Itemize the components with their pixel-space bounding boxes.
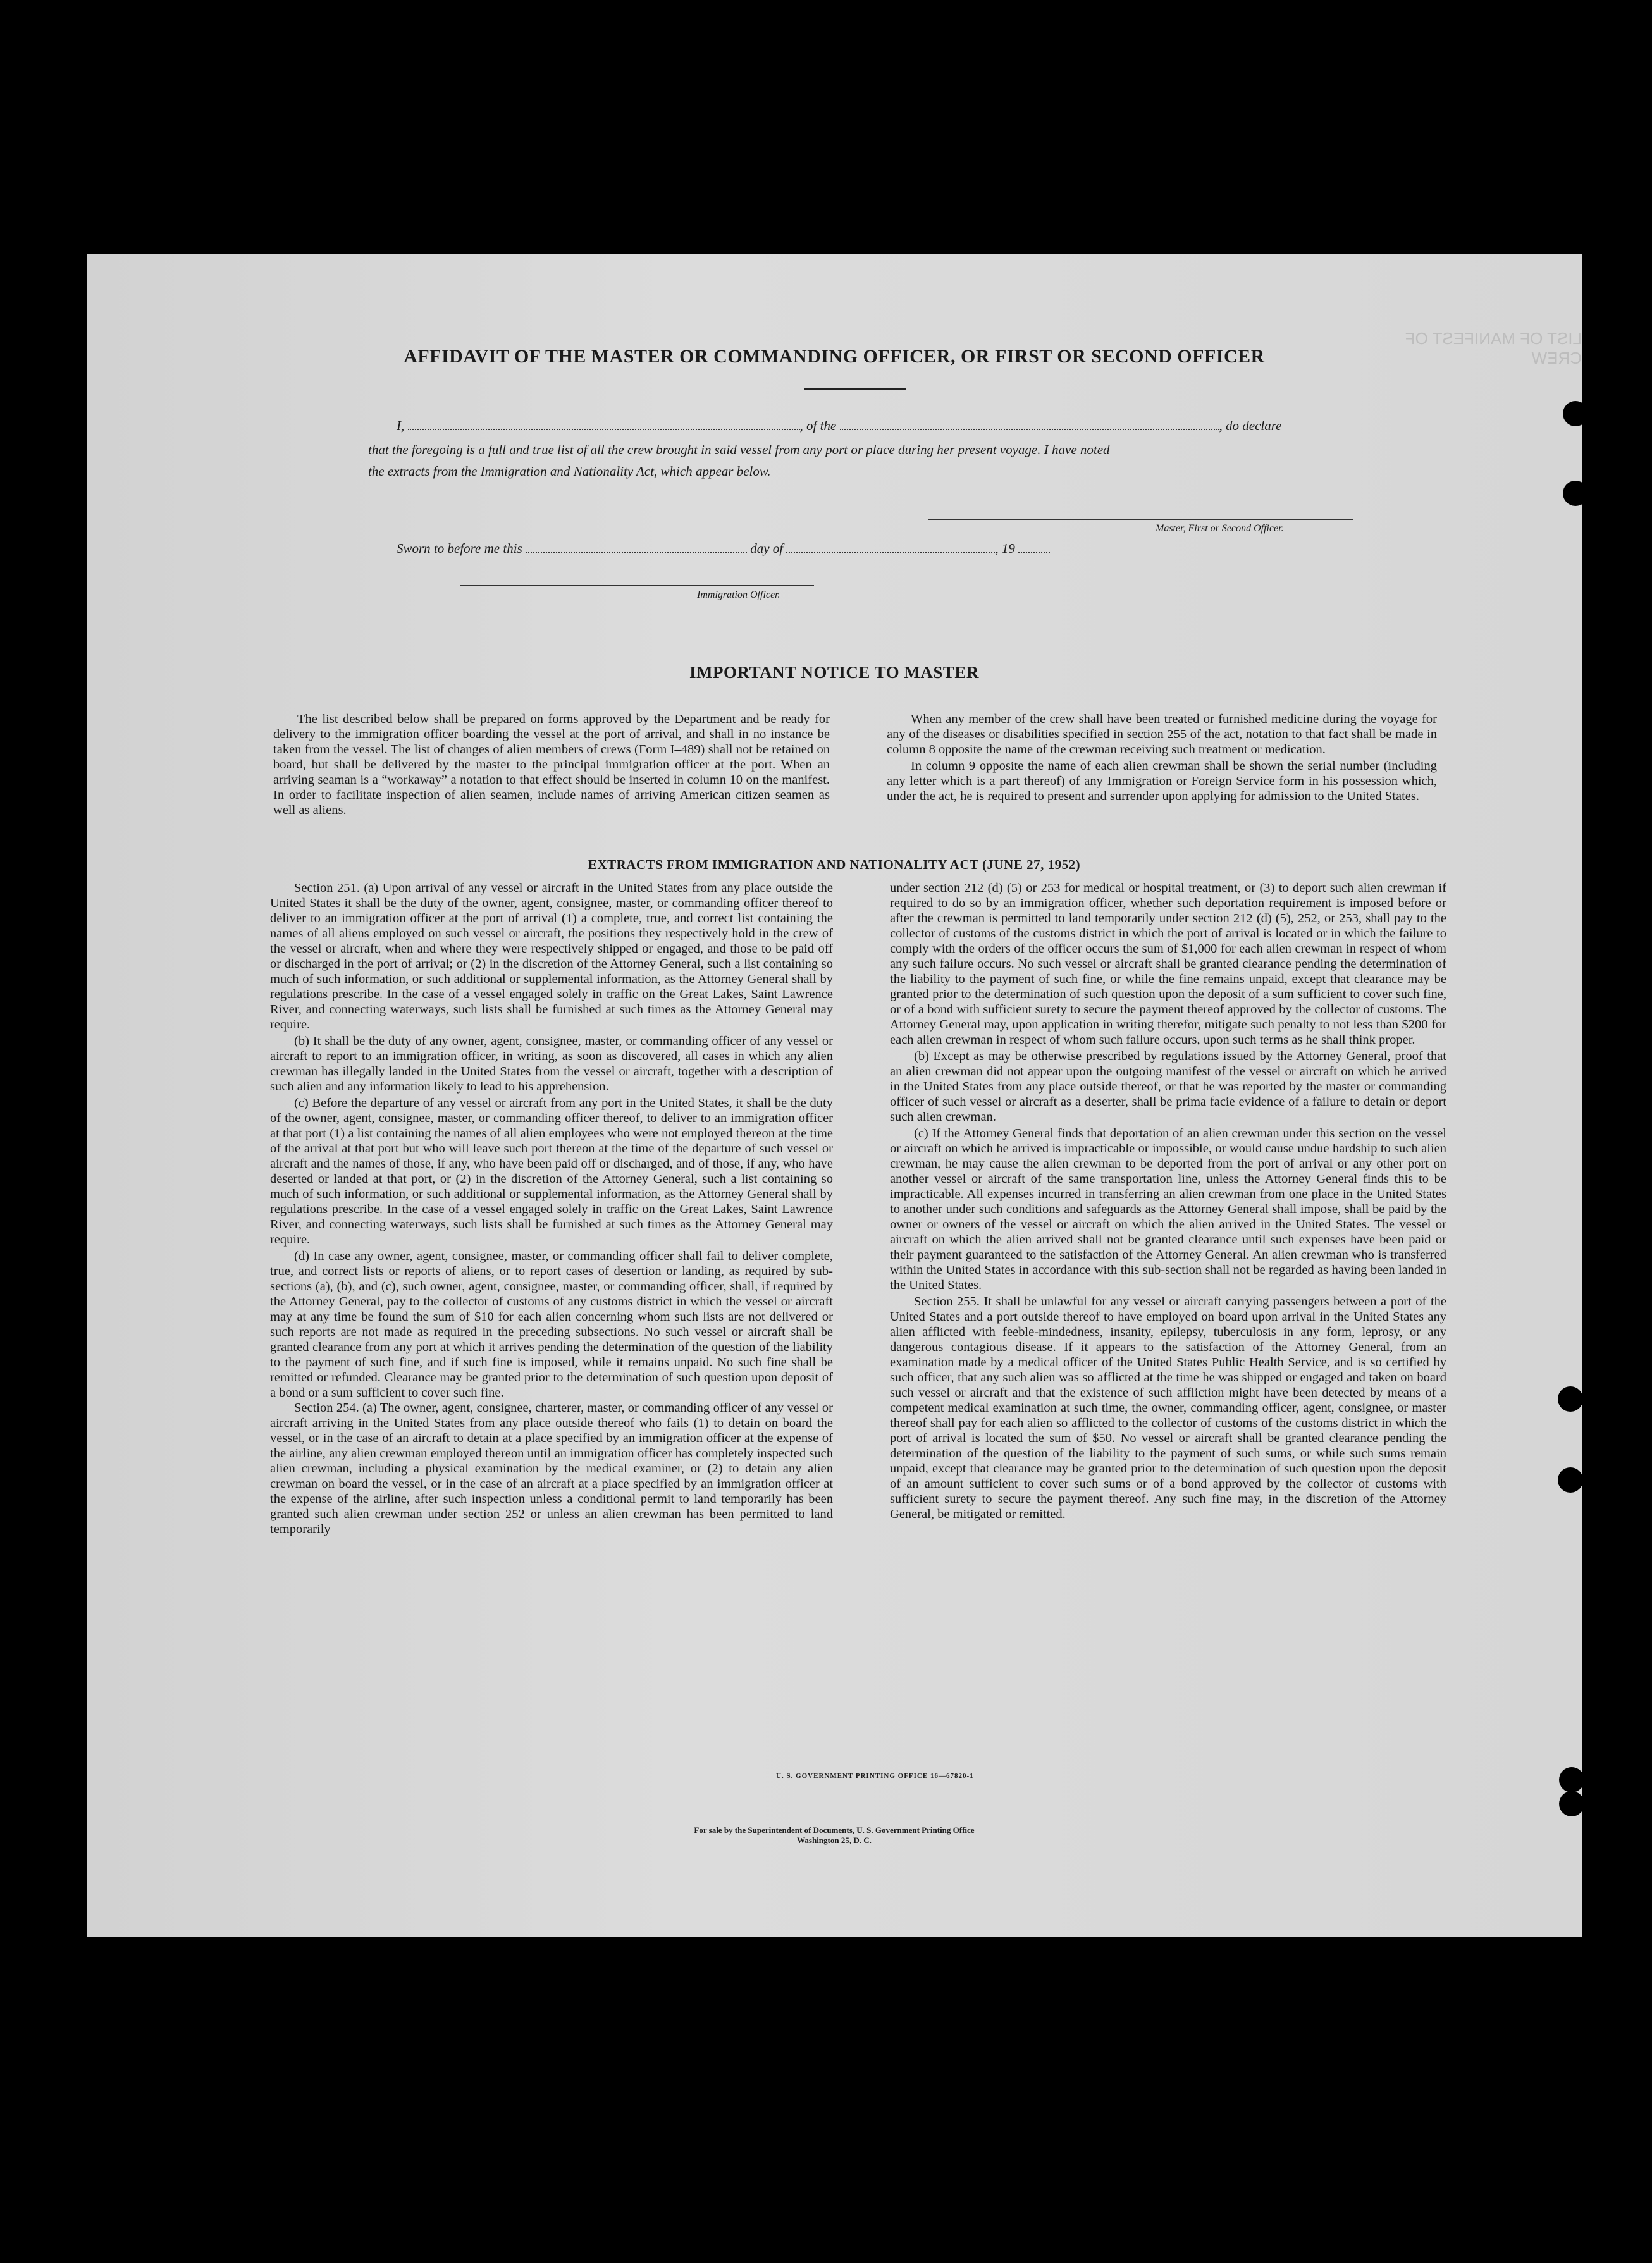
notice-paragraph: In column 9 opposite the name of each alien crewman shall be shown the serial number (including any letter which is a part thereof) of any Immigration or Foreign Service form in his possession which, under the act, he is required to present and surrender upon applying for admission to the United States.	[887, 759, 1437, 803]
binder-hole	[1563, 401, 1582, 426]
act-paragraph: Section 251. (a) Upon arrival of any vessel or aircraft in the United States from any place outside the United States it shall be the duty of the owner, agent, consignee, master, or commanding officer thereof to deliver to an immigration officer at the port of arrival (1) a complete, true, and correct list containing the names of all aliens employed on such vessel or aircraft, the positions they respectively hold in the crew of the vessel or aircraft, when and where they were respectively shipped or engaged, and those to be paid off or discharged in the port of arrival; or (2) in the discretion of the Attorney General, such a list containing so much of such information, or such additional or supplemental information, as the Attorney General shall by regulations prescribe. In the case of a vessel engaged solely in traffic on the Great Lakes, Saint Lawrence River, and connecting waterways, such lists shall be furnished at such times as the Attorney General may require.	[270, 881, 833, 1032]
affidavit-do-declare: , do declare	[1219, 418, 1282, 433]
master-signature-line[interactable]	[928, 519, 1353, 520]
officer-signature-line[interactable]	[460, 585, 814, 586]
extracts-left-column	[270, 880, 833, 1537]
officer-caption: Immigration Officer.	[697, 589, 780, 600]
notice-paragraph: When any member of the crew shall have been treated or furnished medicine during the voyage for any of the diseases or disabilities specified in section 255 of the act, notation to that fact shall be made in column 8 opposite the name of the crewman receiving such treatment or medication.	[887, 712, 1437, 756]
act-paragraph: (c) If the Attorney General finds that deportation of an alien crewman under this section on the vessel or aircraft on which he arrived is impracticable or impossible, or would cause undue hardship to such alien crewman, he may cause the alien crewman to be deported from the port of arrival or any other port on another vessel or aircraft of the same transportation line, unless the Attorney General finds this to be impracticable. All expenses incurred in transferring an alien crewman from one place in the United States to another under such conditions and safeguards as the Attorney General shall impose, shall be paid by the owner or owners of the vessel or aircraft on which the alien arrived in the United States. The vessel or aircraft on which the alien arrived shall not be granted clearance until such expenses have been paid or their payment guaranteed to the satisfaction of the Attorney General. An alien crewman who is transferred within the United States in accordance with this sub-section shall not be regarded as having been landed in the United States.	[890, 1126, 1446, 1292]
act-paragraph: (b) Except as may be otherwise prescribed by regulations issued by the Attorney General, proof that an alien crewman did not appear upon the outgoing manifest of the vessel or aircraft on which he arrived in the United States from any place outside thereof, or that he was reported by the master or commanding officer of such vessel or aircraft as a deserter, shall be prima facie evidence of a failure to detain or deport such alien crewman.	[890, 1049, 1446, 1124]
sworn-line	[397, 540, 1282, 557]
master-caption: Master, First or Second Officer.	[1156, 523, 1284, 534]
document-page	[87, 254, 1582, 1937]
sworn-month-blank[interactable]	[786, 540, 995, 553]
notice-title: IMPORTANT NOTICE TO MASTER	[689, 663, 979, 682]
title-underline	[804, 388, 906, 390]
binder-hole	[1563, 481, 1582, 506]
notice-left-column	[273, 712, 830, 818]
affidavit-line-2: that the foregoing is a full and true list of all the crew brought in said vessel from any port or place during her present voyage. I have noted	[368, 442, 1110, 457]
binder-hole	[1559, 1767, 1582, 1792]
binder-hole	[1559, 1791, 1582, 1816]
affidavit-line-1	[397, 417, 1409, 434]
act-paragraph: Section 255. It shall be unlawful for any vessel or aircraft carrying passengers between a port of the United States and a port outside thereof to have employed on board upon arrival in the United States any alien afflicted with feeble-mindedness, insanity, epilepsy, tuberculosis in any form, leprosy, or any dangerous contagious disease. If it appears to the satisfaction of the Attorney General, from an examination made by a medical officer of the United States Public Health Service, and is so certified by such officer, that any such alien was so afflicted at the time he was shipped or engaged and taken on board such vessel or aircraft and that the existence of such affliction might have been detected by means of a competent medical examination at such time, the owner, commanding officer, agent, consignee, or master thereof shall pay for each alien so afflicted to the collector of customs of the customs district in which the port of arrival is located the sum of $50. No vessel or aircraft shall be granted clearance pending the determination of the question of the liability to the payment of such sums, or while such sums remain unpaid, except that clearance may be granted prior to the determination of such question upon the deposit of an amount sufficient to cover such sums or of a bond approved by the collector of customs with sufficient surety to secure the payment thereof. Any such fine may, in the discretion of the Attorney General, be mitigated or remitted.	[890, 1295, 1446, 1521]
act-paragraph: (b) It shall be the duty of any owner, agent, consignee, master, or commanding officer of any vessel or aircraft to report to an immigration officer, in writing, as soon as discovered, all cases in which any alien crewman has illegally landed in the United States from the vessel or aircraft, together with a description of such alien and any information likely to lead to his apprehension.	[270, 1034, 833, 1094]
notice-right-column	[887, 712, 1437, 804]
sale-notice-address: Washington 25, D. C.	[797, 1835, 872, 1845]
name-blank[interactable]	[408, 417, 800, 430]
sworn-day-blank[interactable]	[526, 540, 747, 553]
notice-paragraph: The list described below shall be prepared on forms approved by the Department and be ready for delivery to the immigration officer boarding the vessel at the port of arrival, and shall in no instance be taken from the vessel. The list of changes of alien members of crews (Form I–489) shall not be retained on board, but shall be delivered by the master to the principal immigration officer at the port. When an arriving seaman is a “workaway” a notation to that effect should be inserted in column 10 on the manifest. In order to facilitate inspection of alien seamen, include names of arriving American citizen seamen as well as aliens.	[273, 712, 830, 817]
binder-hole	[1558, 1467, 1582, 1493]
affidavit-title: AFFIDAVIT OF THE MASTER OR COMMANDING OFFICER, OR FIRST OR SECOND OFFICER	[404, 346, 1265, 367]
act-paragraph: (d) In case any owner, agent, consignee, master, or commanding officer shall fail to deliver complete, true, and correct lists or reports of aliens, or to report cases of desertion or landing, as required by sub-sections (a), (b), and (c), such owner, agent, consignee, master, or commanding officer, shall, if required by the Attorney General, pay to the collector of customs of any customs district in which the vessel or aircraft may at any time be found the sum of $10 for each alien concerning whom such lists are not delivered or such reports are not made as required in the preceding subsections. No such vessel or aircraft shall be granted clearance from any port at which it arrives pending the determination of the question of the liability to the payment of such fine, and if such fine is imposed, while it remains unpaid. No such fine shall be remitted or refunded. Clearance may be granted prior to the determination of such question upon deposit of a bond or a sum sufficient to cover such fine.	[270, 1249, 833, 1400]
vessel-blank[interactable]	[840, 417, 1219, 430]
act-paragraph: under section 212 (d) (5) or 253 for medical or hospital treatment, or (3) to deport such alien crewman if required to do so by an immigration officer, whether such deportation requirement is imposed before or after the crewman is permitted to land temporarily under section 212 (d) (5), 252, or 253, shall pay to the collector of customs of the customs district in which the port of arrival is located or in which the failure to comply with the orders of the officer occurs the sum of $1,000 for each alien crewman in respect of whom any such failure occurs. No such vessel or aircraft shall be granted clearance pending the determination of the liability to the payment of such fine, or while the fine remains unpaid, except that clearance may be granted prior to the determination of such question upon the deposit of a sum sufficient to cover such fine, or of a bond with sufficient surety to secure the payment thereof approved by the collector of customs. The Attorney General may, upon application in writing therefor, mitigate such penalty to not less than $200 for each alien crewman in respect of whom such failure occurs, upon such terms as he shall think proper.	[890, 881, 1446, 1047]
day-of-text: day of	[750, 541, 784, 556]
sale-notice: For sale by the Superintendent of Documents, U. S. Government Printing Office	[694, 1825, 975, 1835]
year-text: , 19	[995, 541, 1015, 556]
act-paragraph: Section 254. (a) The owner, agent, consignee, charterer, master, or commanding officer of any vessel or aircraft arriving in the United States from any place outside thereof who fails (1) to detain on board the vessel, or in the case of an aircraft to detain at a place specified by an immigration officer at the expense of the airline, any alien crewman employed thereon until an immigration officer has completely inspected such alien crewman, including a physical examination by the medical examiner, or (2) to detain any alien crewman on board the vessel, or in the case of an aircraft at a place specified by an immigration officer at the expense of the airline, after such inspection unless a conditional permit to land temporarily has been granted such alien crewman under section 252 or unless an alien crewman has been permitted to land temporarily	[270, 1401, 833, 1536]
sworn-text: Sworn to before me this	[397, 541, 522, 556]
extracts-title: EXTRACTS FROM IMMIGRATION AND NATIONALITY ACT (JUNE 27, 1952)	[588, 857, 1081, 872]
affidavit-line-3: the extracts from the Immigration and Nationality Act, which appear below.	[368, 464, 771, 479]
act-paragraph: (c) Before the departure of any vessel or aircraft from any port in the United States, it shall be the duty of the owner, agent, consignee, master, or commanding officer thereof, to deliver to an immigration officer at that port (1) a list containing the names of all alien employees who were not employed thereon at the time of the arrival at that port but who will leave such port thereon at the time of the departure of such vessel or aircraft and the names of those, if any, who have been paid off or discharged, and of those, if any, who have deserted or landed at that port, or (2) in the discretion of the Attorney General, such a list containing so much of such information, or such additional or supplemental information, as the Attorney General shall by regulations prescribe. In the case of a vessel engaged solely in traffic on the Great Lakes, Saint Lawrence River, and connecting waterways, such lists shall be furnished at such times as the Attorney General may require.	[270, 1096, 833, 1247]
binder-hole	[1558, 1386, 1582, 1412]
extracts-right-column	[890, 880, 1446, 1522]
sworn-year-blank[interactable]	[1018, 540, 1050, 553]
affidavit-of-the: , of the	[799, 418, 837, 433]
gpo-imprint: U. S. GOVERNMENT PRINTING OFFICE 16—67820-1	[776, 1772, 974, 1780]
affidavit-i: I,	[397, 418, 405, 433]
bleed-through-marks: LIST OF MANIFEST OF CREW	[1405, 329, 1582, 367]
